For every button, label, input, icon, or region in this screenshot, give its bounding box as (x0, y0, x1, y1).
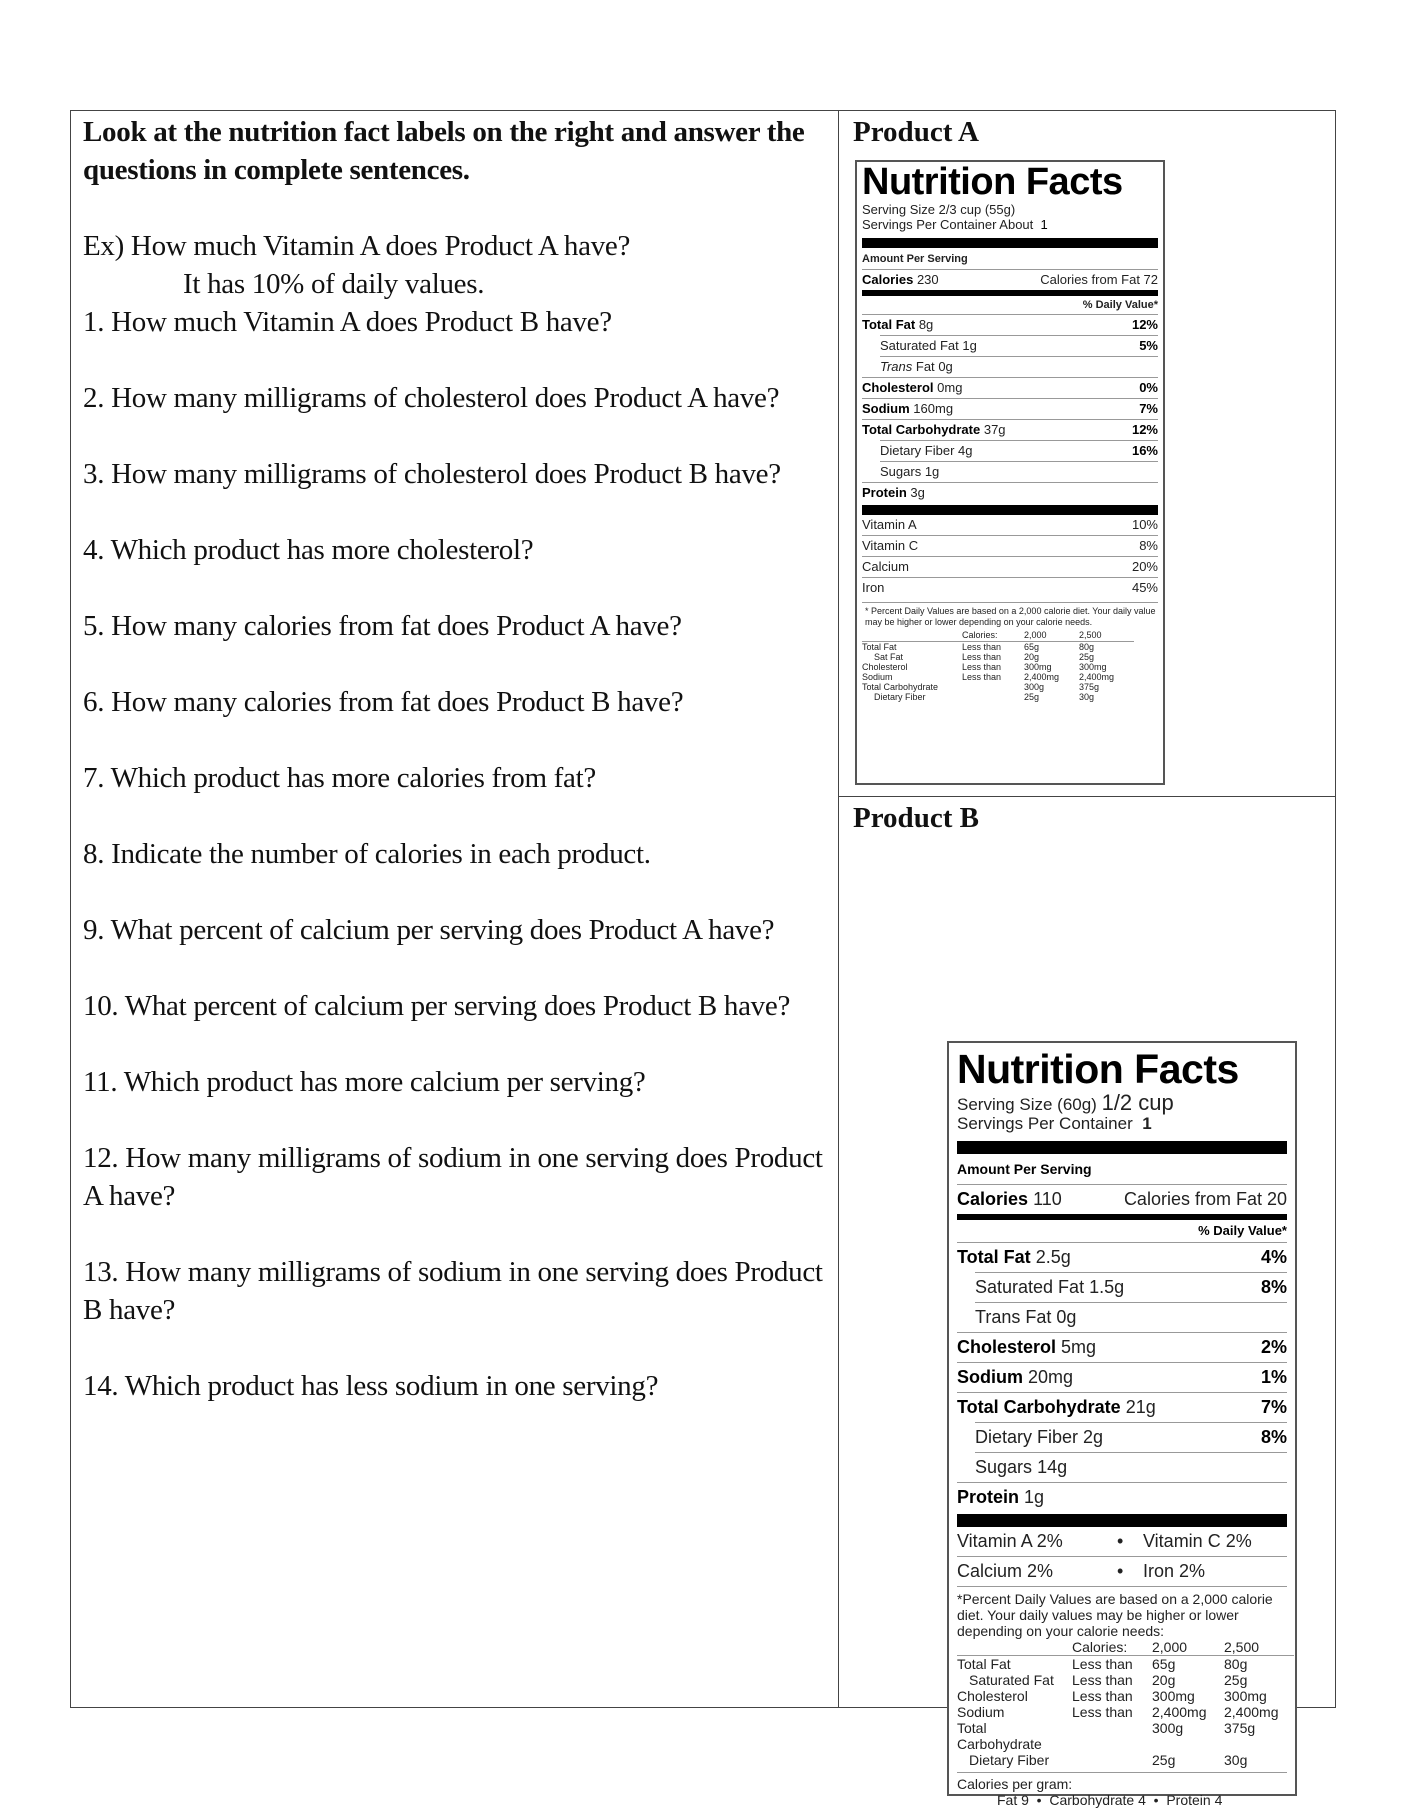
nutrient-row-trans-fat: Trans Fat 0g (880, 356, 1158, 377)
calories-per-gram: Calories per gram: Fat 9 • Carbohydrate 4 • Protein 4 (957, 1772, 1287, 1808)
calories-from-fat: Calories from Fat 72 (1040, 272, 1158, 287)
question-4: 4. Which product has more cholesterol? (83, 534, 534, 566)
daily-value-reference-table: Calories: 2,000 2,500 Total Fat Less than 65g 80g Saturated Fat Less than 20g 25g Cholesterol Less than 300mg 300mg Sodium Less than 2,400mg 2,400mg Total Carbohydrate 300g 375g Dietary Fiber 25g 30g (957, 1639, 1287, 1768)
nutrient-row-dietary-fiber: Dietary Fiber 2g 8% (975, 1422, 1287, 1452)
calories-row: Calories 230 Calories from Fat 72 (862, 269, 1158, 290)
nutrient-row-cholesterol: Cholesterol 0mg 0% (862, 377, 1158, 398)
nutrient-row-sugars: Sugars 1g (880, 461, 1158, 482)
nutrient-row-cholesterol: Cholesterol 5mg 2% (957, 1332, 1287, 1362)
nutrient-row-total-fat: Total Fat 8g 12% (862, 314, 1158, 335)
question-7: 7. Which product has more calories from fat? (83, 762, 596, 794)
amount-per-serving: Amount Per Serving (862, 253, 968, 265)
calories-value: 230 (916, 272, 939, 287)
product-b-nutrition-label (947, 1041, 1297, 1808)
servings-per-container: Servings Per Container About 1 (862, 217, 1048, 232)
serving-size: Serving Size (60g) 1/2 cup (957, 1090, 1174, 1115)
vitamin-row-vitamin-c: Vitamin C 8% (862, 535, 1158, 556)
product-b-title: Product B (853, 802, 979, 834)
label-header: Nutrition Facts (862, 161, 1123, 203)
question-5: 5. How many calories from fat does Product A have? (83, 610, 682, 642)
calories-from-fat: Calories from Fat 20 (1123, 1189, 1287, 1209)
product-a-cell (839, 111, 1335, 797)
nutrient-row-sugars: Sugars 14g (975, 1452, 1287, 1482)
question-11: 11. Which product has more calcium per serving? (83, 1066, 646, 1098)
nutrient-row-saturated-fat: Saturated Fat 1g 5% (880, 335, 1158, 356)
question-3: 3. How many milligrams of cholesterol does Product B have? (83, 458, 781, 490)
vitamin-row-vitamin-a: Vitamin A 10% (862, 517, 1158, 532)
nutrient-row-trans-fat: Trans Fat 0g (975, 1302, 1287, 1332)
thick-divider (862, 238, 1158, 248)
footnote: *Percent Daily Values are based on a 2,000 calorie diet. Your daily values may be higher or lower depending on your calorie needs: (957, 1586, 1287, 1639)
question-1: 1. How much Vitamin A does Product B have? (83, 306, 612, 338)
servings-per-container: Servings Per Container 1 (957, 1114, 1152, 1133)
thick-divider (957, 1141, 1287, 1154)
calories-value: 110 (1033, 1189, 1062, 1209)
question-10: 10. What percent of calcium per serving does Product B have? (83, 990, 791, 1022)
bullet-icon: • (1117, 1561, 1124, 1581)
question-9: 9. What percent of calcium per serving does Product A have? (83, 914, 775, 946)
question-6: 6. How many calories from fat does Product B have? (83, 686, 684, 718)
product-a-nutrition-label (855, 160, 1165, 785)
daily-value-reference-table: Calories: 2,000 2,500 Total Fat Less than 65g 80g Sat Fat Less than 20g 25g Cholesterol Less than 300mg 300mg Sodium Less than 2,400mg 2,400mg Total Carbohydrate 300g 375g Dietary Fiber 25g 30g (862, 630, 1158, 702)
nutrient-row-protein: Protein 1g (957, 1482, 1287, 1512)
nutrient-row-total-fat: Total Fat 2.5g 4% (957, 1242, 1287, 1272)
nutrient-row-total-carbohydrate: Total Carbohydrate 21g 7% (957, 1392, 1287, 1422)
nutrient-row-total-carbohydrate: Total Carbohydrate 37g 12% (862, 419, 1158, 440)
daily-value-header: % Daily Value* (1198, 1223, 1287, 1238)
label-header: Nutrition Facts (957, 1046, 1239, 1092)
question-2: 2. How many milligrams of cholesterol does Product A have? (83, 382, 780, 414)
vitamin-row-calcium-iron: Calcium 2% • Iron 2% (957, 1556, 1287, 1586)
example-question: Ex) How much Vitamin A does Product A have? (83, 230, 631, 262)
nutrient-row-sodium: Sodium 20mg 1% (957, 1362, 1287, 1392)
nutrient-row-protein: Protein 3g (862, 482, 1158, 503)
product-a-title: Product A (853, 116, 979, 148)
thick-divider (957, 1514, 1287, 1527)
bullet-icon: • (1117, 1531, 1124, 1551)
calories-row: Calories 110 Calories from Fat 20 (957, 1184, 1287, 1214)
question-8: 8. Indicate the number of calories in each product. (83, 838, 651, 870)
daily-value-header: % Daily Value* (1082, 299, 1158, 311)
vitamin-row-a-c: Vitamin A 2% • Vitamin C 2% (957, 1527, 1287, 1556)
footnote: * Percent Daily Values are based on a 2,000 calorie diet. Your daily value may be higher or lower depending on your calorie needs. (862, 602, 1158, 628)
nutrient-row-saturated-fat: Saturated Fat 1.5g 8% (975, 1272, 1287, 1302)
thick-divider (862, 505, 1158, 515)
product-b-cell (839, 797, 1335, 1808)
vitamin-row-iron: Iron 45% (862, 577, 1158, 598)
instructions: Look at the nutrition fact labels on the right and answer the questions in complete sentences. (83, 116, 805, 186)
question-12: 12. How many milligrams of sodium in one serving does Product A have? (83, 1142, 823, 1212)
question-13: 13. How many milligrams of sodium in one serving does Product B have? (83, 1256, 823, 1326)
questions-column (71, 111, 839, 1707)
example-answer: It has 10% of daily values. (183, 268, 485, 300)
nutrient-row-sodium: Sodium 160mg 7% (862, 398, 1158, 419)
amount-per-serving: Amount Per Serving (957, 1161, 1092, 1177)
worksheet-table (70, 110, 1336, 1808)
vitamin-row-calcium: Calcium 20% (862, 556, 1158, 577)
nutrient-row-dietary-fiber: Dietary Fiber 4g 16% (880, 440, 1158, 461)
serving-size: Serving Size 2/3 cup (55g) (862, 202, 1016, 217)
question-14: 14. Which product has less sodium in one serving? (83, 1370, 659, 1402)
